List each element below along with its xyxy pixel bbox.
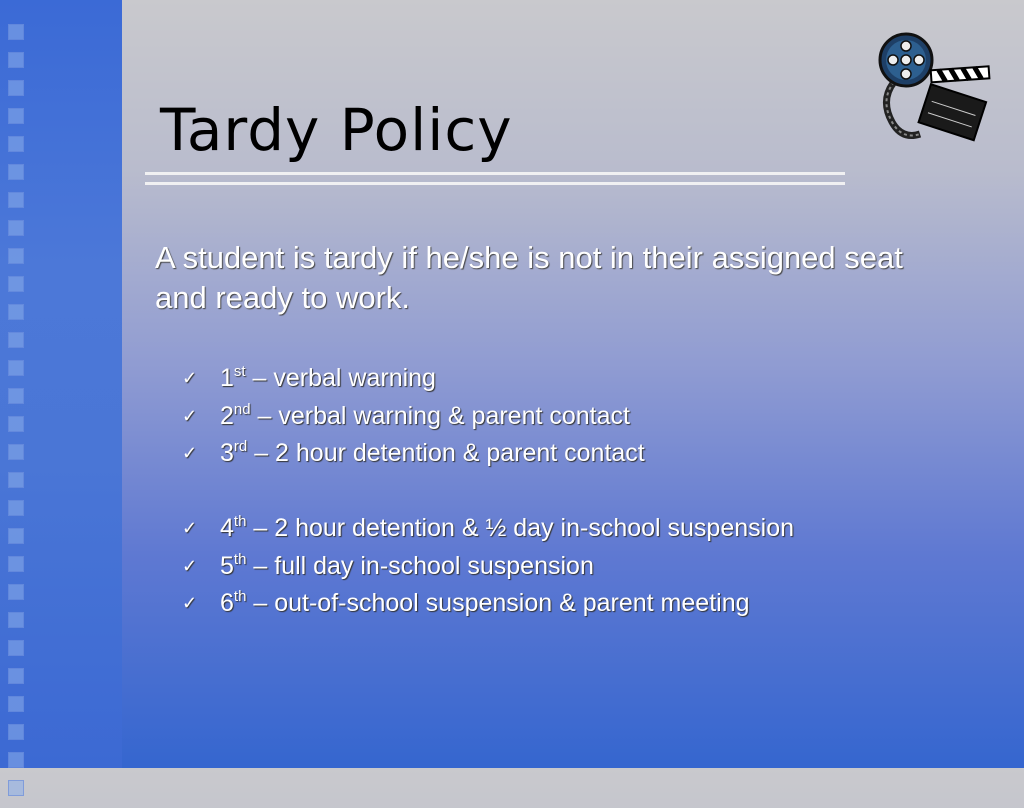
- lead-text: A student is tardy if he/she is not in their assigned seat and ready to work.: [155, 240, 903, 315]
- decorative-square: [8, 192, 24, 208]
- bullet-item: [182, 510, 962, 548]
- bullet-list-2: [182, 510, 962, 623]
- bullet-text: – verbal warning: [245, 364, 436, 392]
- bullet-text: – 2 hour detention & ½ day in-school suspension: [246, 514, 795, 542]
- sidebar-decoration: [0, 0, 122, 768]
- bullet-ordinal-suffix: nd: [233, 400, 251, 418]
- decorative-square: [8, 136, 24, 152]
- bullet-text: – 2 hour detention & parent contact: [247, 439, 645, 467]
- bullet-ordinal: 6: [220, 589, 234, 617]
- decorative-square: [8, 80, 24, 96]
- bullet-ordinal: 3: [220, 439, 234, 467]
- bullet-ordinal-suffix: st: [233, 363, 246, 380]
- bullet-ordinal-suffix: th: [233, 588, 247, 605]
- decorative-square: [8, 640, 24, 656]
- checkmark-icon: ✓: [182, 368, 198, 388]
- decorative-square: [8, 500, 24, 516]
- decorative-square: [8, 416, 24, 432]
- decorative-square: [8, 584, 24, 600]
- decorative-square: [8, 52, 24, 68]
- bullet-item: [182, 435, 962, 473]
- decorative-square: [8, 276, 24, 292]
- bullet-item: [182, 398, 962, 436]
- bullet-ordinal: 2: [220, 401, 234, 430]
- checkmark-icon: ✓: [182, 555, 198, 576]
- slide-title: Tardy Policy: [160, 96, 513, 164]
- title-divider-top: [145, 172, 845, 175]
- checkmark-icon: ✓: [182, 443, 198, 463]
- decorative-square: [8, 696, 24, 712]
- decorative-square: [8, 668, 24, 684]
- decorative-square: [8, 108, 24, 124]
- decorative-square: [8, 220, 24, 236]
- decorative-square: [8, 332, 24, 348]
- bullet-ordinal: 5: [220, 551, 234, 580]
- decorative-square: [8, 472, 24, 488]
- bullet-ordinal: 1: [220, 364, 234, 392]
- bullet-text: – verbal warning & parent contact: [250, 401, 630, 430]
- decorative-square: [8, 360, 24, 376]
- title-divider-bottom: [145, 182, 845, 185]
- decorative-square: [8, 556, 24, 572]
- bullet-list-1: [182, 360, 962, 473]
- bullet-ordinal-suffix: rd: [233, 438, 248, 455]
- bullet-ordinal: 4: [220, 514, 234, 542]
- checkmark-icon: ✓: [182, 405, 198, 426]
- decorative-square: [8, 24, 24, 40]
- decorative-square: [8, 164, 24, 180]
- decorative-square: [8, 528, 24, 544]
- decorative-square: [8, 724, 24, 740]
- decorative-square: [8, 780, 24, 796]
- square-pattern: [8, 24, 26, 808]
- film-reel-clapperboard-icon: [872, 30, 994, 148]
- bullet-item: [182, 548, 962, 586]
- decorative-square: [8, 752, 24, 768]
- bullet-item: [182, 360, 962, 398]
- checkmark-icon: ✓: [182, 518, 198, 538]
- checkmark-icon: ✓: [182, 593, 198, 613]
- bullet-text: – full day in-school suspension: [246, 551, 594, 580]
- decorative-square: [8, 612, 24, 628]
- bullet-ordinal-suffix: th: [233, 550, 247, 568]
- bullet-ordinal-suffix: th: [233, 513, 247, 530]
- decorative-square: [8, 248, 24, 264]
- decorative-square: [8, 304, 24, 320]
- bullet-text: – out-of-school suspension & parent meeting: [246, 589, 750, 617]
- decorative-square: [8, 444, 24, 460]
- decorative-square: [8, 388, 24, 404]
- bullet-item: [182, 585, 962, 623]
